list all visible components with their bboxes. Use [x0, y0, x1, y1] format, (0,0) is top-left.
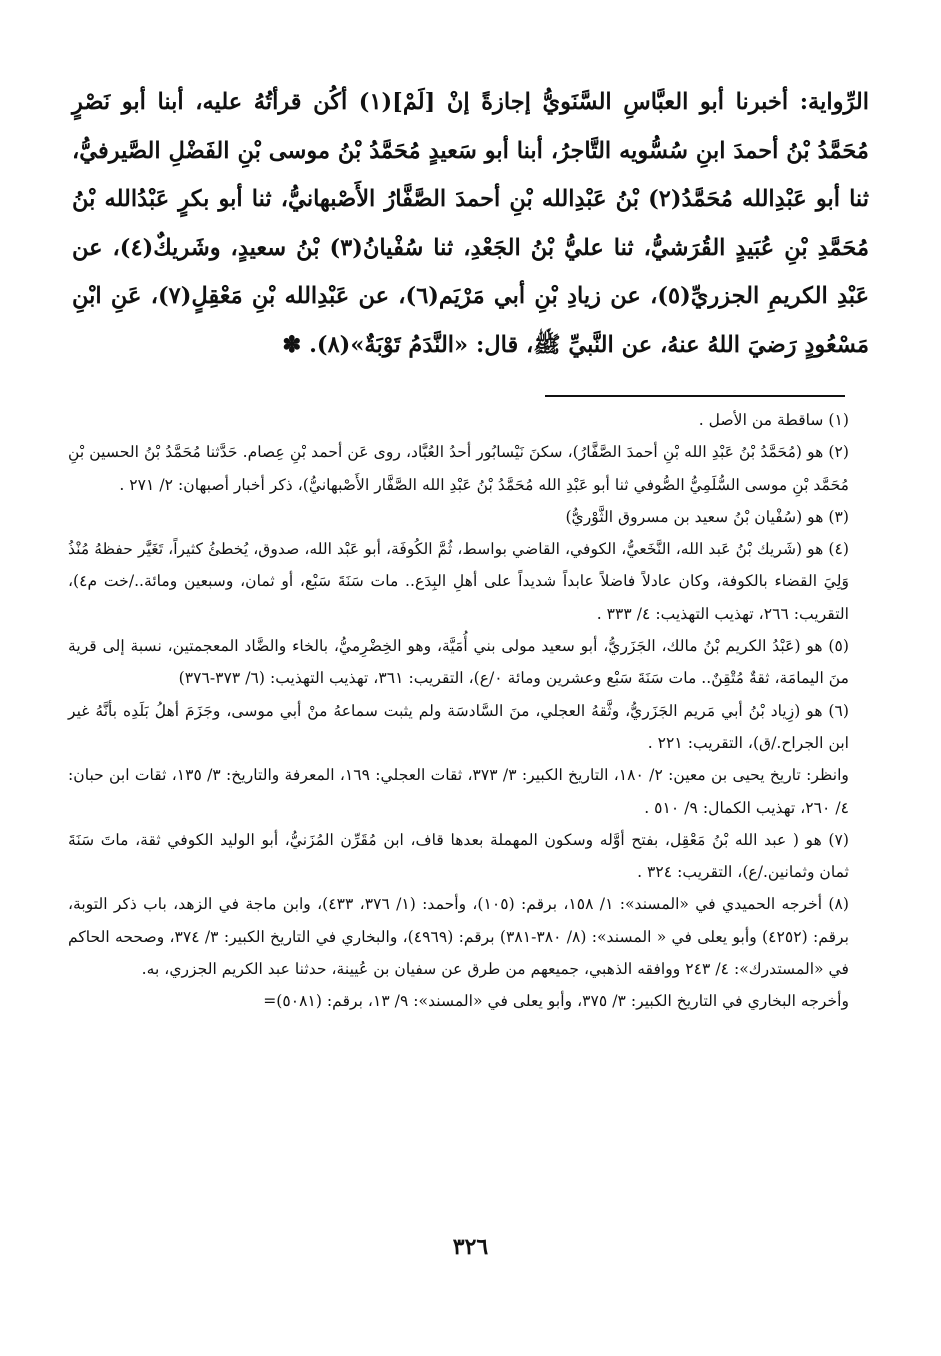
main-text [72, 78, 869, 370]
riwaya-heading: الرِّواية: [799, 89, 869, 115]
footnote-6-see-also: وانظر: تاريخ يحيى بن معين: ٢/ ١٨٠، التاريخ الكبير: ٣/ ٣٧٣، ثقات العجلي: ١٦٩، المعرفة والتاريخ: ٣/ ١٣٥، ثقات ابن حبان: ٤/ ٢٦٠، تهذيب الكمال: ٩/ ٥١٠ . [68, 766, 849, 817]
riwaya-paragraph [72, 78, 869, 370]
footnote-7: (٧) هو ( عبد الله بْنُ مَعْقِل، بفتح أوَّله وسكون المهملة بعدها قاف، ابن مُقَرِّن المُزَنيُّ، أبو الوليد الكوفي ثقة، ماتَ سَنَةَ ثمان وثمانين./ع)، التقريب: ٣٢٤ . [68, 830, 849, 882]
footnote-1: (١) ساقطة من الأصل . [698, 411, 849, 429]
footnote-6: (٦) هو (زِياد بْنُ أبي مَريم الجَزَريُّ، وثَّقهُ العجلي، منَ السَّادسَة ولم يثبت سماعهُ منْ أبي موسى، وجَزَمَ أهلُ بَلَدِه بأنَّهُ غير ابن الجراح./ق)، التقريب: ٢٢١ . [68, 701, 849, 752]
footnote-3: (٣) هو (سُفْيان بْنُ سعيد بن مسروق الثَّوْريُّ) [565, 507, 849, 526]
footnotes [68, 404, 849, 1018]
footnote-4: (٤) هو (شَريك بْنُ عَبد الله، النَّخَعيُّ، الكوفي، القاضي بواسط، ثُمَّ الكُوفَة، أبو عَبْد الله، صدوق، يُخطئُ كثيراً، تَغَيَّر حفظهُ مُنْذُ وَلِيَ القضاء بالكوفة، وكان عادلاً فاضلاً عابداً شديداً على أهلِ البِدَع.. مات سَنَةَ سَبْع، أو ثمان، وسبعين ومائة../خت م٤)، التقريب: ٢٦٦، تهذيب التهذيب: ٤/ ٣٣٣ . [68, 540, 849, 623]
page-number: ٣٢٦ [452, 1234, 489, 1260]
footnote-5: (٥) هو (عَبْدُ الكريم بْنُ مالك، الجَزَريُّ، أبو سعيد مولى بني أُمَيَّة، وهو الخِضْرِميُّ، بالخاء والضَّاد المعجمتين، نسبة إلى قرية منَ اليمامَة، ثقةٌ مُتْقِنٌ.. مات سَنَةَ سَبْع وعشرين ومائة ٠/ع)، التقريب: ٣٦١، تهذيب التهذيب: (٦/ ٣٧٣-٣٧٦) [68, 637, 849, 688]
footnote-8: (٨) أخرجه الحميدي في «المسند»: ١/ ١٥٨، برقم: (١٠٥)، وأحمد: (١/ ٣٧٦، ٤٣٣)، وابن ماجة في الزهد، باب ذكر التوبة، برقم: (٤٢٥٢) وأبو يعلى في « المسند»: (٨/ ٣٨٠-٣٨١) برقم: (٤٩٦٩)، والبخاري في التاريخ الكبير: ٣/ ٣٧٤، وصححه الحاكم في «المستدرك»: ٤/ ٢٤٣ ووافقه الذهبي، جميعهم من طرق عن سفيان بن عُيينة، حدثنا عبد الكريم الجزري، به. [68, 895, 849, 979]
riwaya-body: أخبرنا أبو العبَّاسِ السَّنَويُّ إجازةً إنْ [لَمْ](١) أكُن قرأتُهُ عليه، أبنا أبو نَصْرٍ مُحَمَّدُ بْنُ أحمدَ ابنِ سُسُّويه التَّاجرُ، أبنا أبو سَعيدٍ مُحَمَّدُ بْنُ موسى بْنِ الفَضْلِ الصَّيرفيُّ، ثنا أبو عَبْدِالله مُحَمَّدُ(٢) بْنُ عَبْدِالله بْنِ أحمدَ الصَّفَّارُ الأَصْبهانيُّ، ثنا أبو بكرٍ عَبْدُالله بْنُ مُحَمَّدِ بْنِ عُبَيدٍ القُرَشيُّ، ثنا عليُّ بْنُ الجَعْدِ، ثنا سُفْيانُ(٣) بْنُ سعيدٍ، وشَريكٌ(٤)، عن عَبْدِ الكريمِ الجزريِّ(٥)، عن زيادِ بْنِ أبي مَرْيَم(٦)، عن عَبْدِالله بْنِ مَعْقِلٍ(٧)، عَنِ ابْنِ مَسْعُودٍ رَضيَ اللهُ عنهُ، عن النَّبيِّ ﷺ، قال: «النَّدَمُ تَوْبَةٌ»(٨). ✽ [72, 89, 870, 358]
footnote-8-continued: وأخرجه البخاري في التاريخ الكبير: ٣/ ٣٧٥، وأبو يعلى في «المسند»: ٩/ ١٣، برقم: (٥٠٨١)= [263, 992, 849, 1011]
footnote-separator [545, 395, 845, 397]
footnote-2: (٢) هو (مُحَمَّدُ بْنُ عَبْدِ الله بْنِ أحمدَ الصَّفَّارُ)، سكنَ نَيْسابُور أحدُ العُبَّاد، روى عَن أحمد بْنِ عِصام. حَدَّثنا مُحَمَّدُ بْنُ الحسين بْنِ مُحَمَّد بْنِ موسى السُّلَمِيُّ الصُّوفي ثنا أبو عَبْدِ الله مُحَمَّدُ بْنُ عَبْدِ الله الصَّفَّار الأَصْبهانيُّ)، ذكر أخبار أصبهان: ٢/ ٢٧١ . [68, 443, 850, 494]
